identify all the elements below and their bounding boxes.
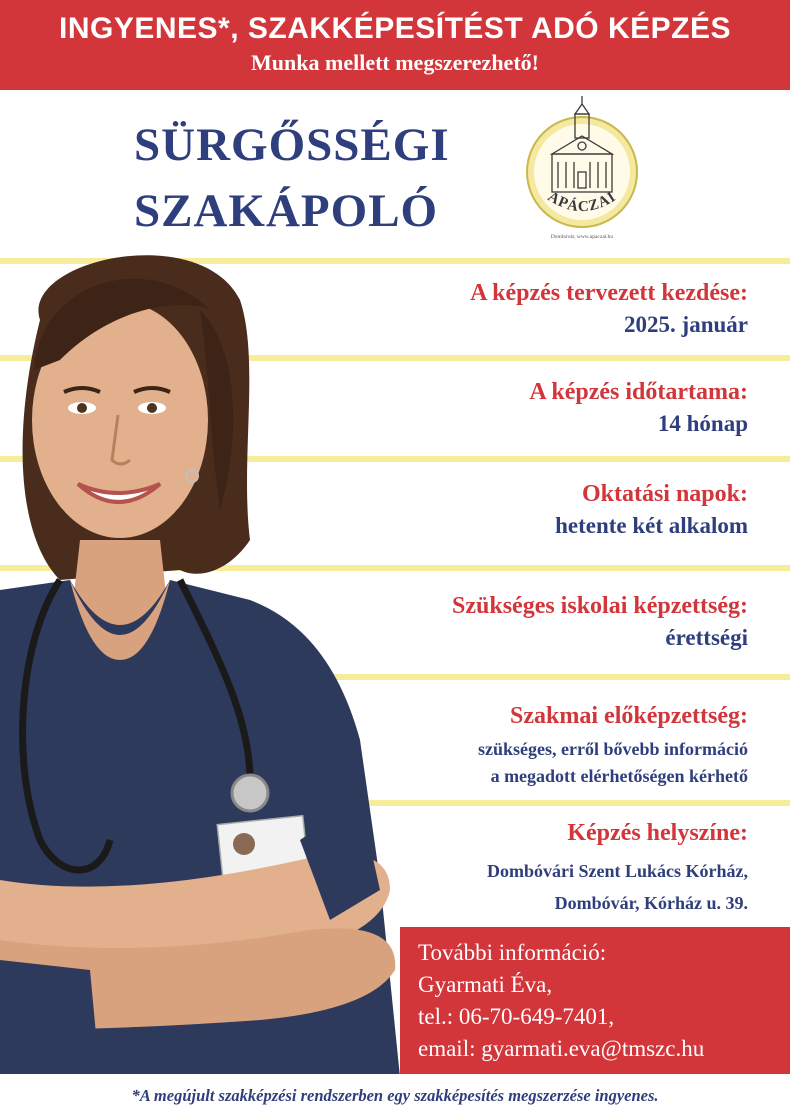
info-label: Szükséges iskolai képzettség: xyxy=(452,593,748,619)
info-value: 2025. január xyxy=(624,312,748,337)
logo-caption: Dombóvár, www.apaczai.hu xyxy=(550,234,614,240)
banner-subline: Munka mellett megszerezhető! xyxy=(251,50,539,75)
info-education xyxy=(452,593,748,651)
info-label: Oktatási napok: xyxy=(581,481,748,507)
info-label: Képzés helyszíne: xyxy=(567,820,748,846)
logo-name: APÁCZAI xyxy=(544,188,620,216)
contact-phone[interactable]: tel.: 06-70-649-7401, xyxy=(418,1004,615,1029)
info-start xyxy=(470,280,748,338)
info-label: A képzés időtartama: xyxy=(529,379,748,405)
info-value-line-1: szükséges, erről bővebb információ xyxy=(478,739,748,759)
contact-box xyxy=(400,927,790,1074)
info-value: 14 hónap xyxy=(657,411,748,436)
info-value: hetente két alkalom xyxy=(555,513,748,538)
info-location xyxy=(487,820,748,919)
info-value xyxy=(478,736,748,790)
banner-headline: INGYENES*, SZAKKÉPESÍTÉST ADÓ KÉPZÉS xyxy=(58,12,731,45)
page-title xyxy=(134,112,450,244)
info-value-line-2: Dombóvár, Kórház u. 39. xyxy=(554,893,748,913)
contact-email[interactable]: email: gyarmati.eva@tmszc.hu xyxy=(418,1036,705,1061)
title-line-2: SZAKÁPOLÓ xyxy=(134,185,439,237)
title-line-1: SÜRGŐSSÉGI xyxy=(134,119,450,171)
info-value-line-2: a megadott elérhetőségen kérhető xyxy=(490,766,748,786)
nurse-portrait xyxy=(0,240,420,1077)
info-label: A képzés tervezett kezdése: xyxy=(470,280,748,306)
top-banner xyxy=(0,0,790,90)
info-value xyxy=(487,855,748,919)
info-duration xyxy=(529,379,748,437)
apaczai-logo xyxy=(522,92,642,242)
info-value-line-1: Dombóvári Szent Lukács Kórház, xyxy=(487,861,748,881)
info-value: érettségi xyxy=(665,625,748,650)
info-prerequisite xyxy=(478,703,748,790)
info-label: Szakmai előképzettség: xyxy=(510,703,748,729)
footer-note: *A megújult szakképzési rendszerben egy szakképesítés megszerzése ingyenes. xyxy=(0,1074,790,1117)
contact-heading: További információ: xyxy=(418,940,607,965)
info-days xyxy=(555,481,748,539)
contact-name: Gyarmati Éva, xyxy=(418,972,553,997)
